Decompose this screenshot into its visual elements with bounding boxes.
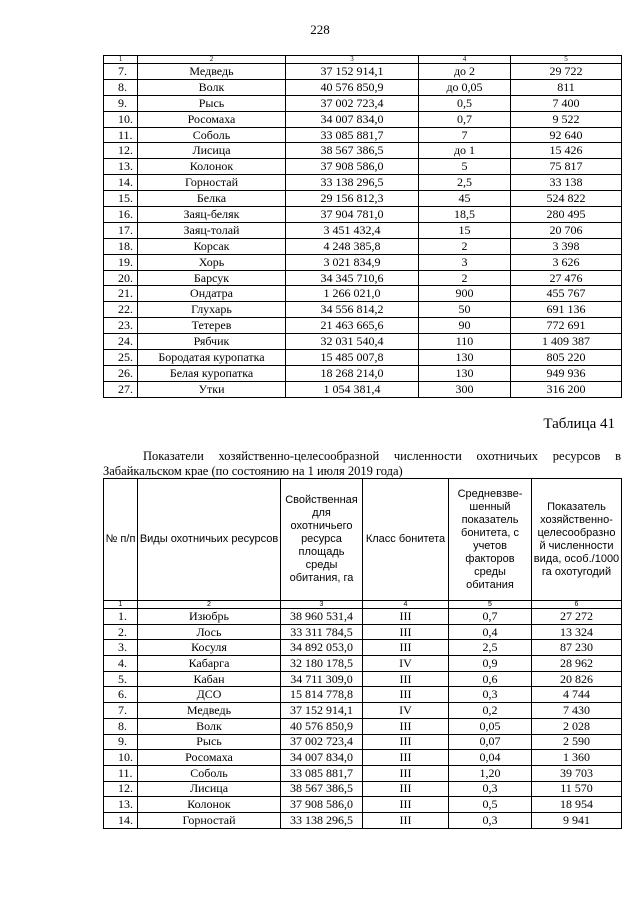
- cell-class: III: [363, 687, 449, 703]
- cell-area: 34 345 710,6: [286, 270, 419, 286]
- table-row: [104, 191, 622, 207]
- cell-species: Лисица: [138, 781, 281, 797]
- continuation-table-body: [104, 56, 622, 398]
- table-row: [104, 64, 622, 80]
- cell-area: 33 311 784,5: [281, 624, 363, 640]
- cell-no: 10.: [104, 750, 138, 766]
- cell-species: Заяц-толай: [138, 222, 286, 238]
- cell-species: Колонок: [138, 159, 286, 175]
- cell-area: 37 002 723,4: [281, 734, 363, 750]
- cell-no: 20.: [104, 270, 138, 286]
- cell-indicator: 7 430: [532, 703, 622, 719]
- cell-avg: 1,20: [449, 765, 532, 781]
- cell-area: 3 021 834,9: [286, 254, 419, 270]
- cell-density: 3: [419, 254, 511, 270]
- cell-avg: 0,3: [449, 687, 532, 703]
- cell-species: Медведь: [138, 703, 281, 719]
- table-row: [104, 640, 622, 656]
- cell-count: 949 936: [511, 365, 622, 381]
- table-row: [104, 111, 622, 127]
- cell-density: 2,5: [419, 175, 511, 191]
- cell-no: 11.: [104, 127, 138, 143]
- column-number: 4: [419, 56, 511, 64]
- header-row: [104, 479, 622, 601]
- table-row: [104, 238, 622, 254]
- cell-area: 34 711 309,0: [281, 671, 363, 687]
- table-row: [104, 812, 622, 828]
- column-number: 3: [281, 601, 363, 609]
- cell-count: 280 495: [511, 207, 622, 223]
- cell-class: III: [363, 750, 449, 766]
- cell-count: 316 200: [511, 381, 622, 397]
- cell-area: 21 463 665,6: [286, 318, 419, 334]
- cell-species: Росомаха: [138, 111, 286, 127]
- cell-indicator: 28 962: [532, 656, 622, 672]
- table-row: [104, 671, 622, 687]
- table-row: [104, 703, 622, 719]
- cell-indicator: 2 028: [532, 718, 622, 734]
- header-no: № п/п: [104, 479, 138, 601]
- cell-avg: 2,5: [449, 640, 532, 656]
- cell-area: 15 485 007,8: [286, 350, 419, 366]
- table-row: [104, 781, 622, 797]
- column-number: 6: [532, 601, 622, 609]
- cell-no: 7.: [104, 64, 138, 80]
- cell-area: 34 007 834,0: [281, 750, 363, 766]
- cell-area: 40 576 850,9: [281, 718, 363, 734]
- cell-no: 6.: [104, 687, 138, 703]
- cell-area: 1 054 381,4: [286, 381, 419, 397]
- cell-count: 9 522: [511, 111, 622, 127]
- cell-species: Горностай: [138, 175, 286, 191]
- cell-no: 9.: [104, 95, 138, 111]
- cell-no: 4.: [104, 656, 138, 672]
- cell-density: 2: [419, 238, 511, 254]
- cell-area: 15 814 778,8: [281, 687, 363, 703]
- column-number-row: [104, 56, 622, 64]
- cell-count: 3 398: [511, 238, 622, 254]
- table-row: [104, 159, 622, 175]
- table-row: [104, 765, 622, 781]
- table-row: [104, 254, 622, 270]
- table-row: [104, 143, 622, 159]
- cell-area: 33 085 881,7: [286, 127, 419, 143]
- cell-count: 33 138: [511, 175, 622, 191]
- cell-species: Волк: [138, 79, 286, 95]
- cell-class: III: [363, 640, 449, 656]
- cell-count: 3 626: [511, 254, 622, 270]
- cell-no: 22.: [104, 302, 138, 318]
- cell-density: 2: [419, 270, 511, 286]
- cell-indicator: 2 590: [532, 734, 622, 750]
- cell-area: 1 266 021,0: [286, 286, 419, 302]
- table-row: [104, 270, 622, 286]
- cell-area: 32 031 540,4: [286, 334, 419, 350]
- cell-count: 805 220: [511, 350, 622, 366]
- table-row: [104, 381, 622, 397]
- table-row: [104, 656, 622, 672]
- cell-density: 130: [419, 350, 511, 366]
- cell-count: 524 822: [511, 191, 622, 207]
- cell-class: III: [363, 765, 449, 781]
- cell-species: Росомаха: [138, 750, 281, 766]
- cell-class: III: [363, 609, 449, 625]
- continuation-table: [103, 55, 622, 398]
- cell-density: 45: [419, 191, 511, 207]
- cell-avg: 0,5: [449, 797, 532, 813]
- cell-no: 14.: [104, 812, 138, 828]
- cell-species: Барсук: [138, 270, 286, 286]
- cell-area: 37 908 586,0: [286, 159, 419, 175]
- cell-area: 37 002 723,4: [286, 95, 419, 111]
- cell-avg: 0,9: [449, 656, 532, 672]
- table-row: [104, 365, 622, 381]
- cell-species: Соболь: [138, 127, 286, 143]
- cell-species: Соболь: [138, 765, 281, 781]
- cell-species: Горностай: [138, 812, 281, 828]
- column-number: 1: [104, 601, 138, 609]
- cell-avg: 0,6: [449, 671, 532, 687]
- cell-density: 7: [419, 127, 511, 143]
- cell-species: Рябчик: [138, 334, 286, 350]
- cell-density: 5: [419, 159, 511, 175]
- cell-species: Кабарга: [138, 656, 281, 672]
- cell-species: Лисица: [138, 143, 286, 159]
- table-row: [104, 286, 622, 302]
- table-title-line-2: Забайкальском крае (по состоянию на 1 июля 2019 года): [103, 464, 403, 478]
- table-41-header: [104, 479, 622, 609]
- cell-area: 29 156 812,3: [286, 191, 419, 207]
- table-row: [104, 718, 622, 734]
- cell-count: 20 706: [511, 222, 622, 238]
- cell-indicator: 18 954: [532, 797, 622, 813]
- cell-area: 4 248 385,8: [286, 238, 419, 254]
- cell-species: Корсак: [138, 238, 286, 254]
- cell-avg: 0,2: [449, 703, 532, 719]
- cell-area: 33 138 296,5: [286, 175, 419, 191]
- cell-indicator: 4 744: [532, 687, 622, 703]
- cell-area: 37 904 781,0: [286, 207, 419, 223]
- column-number: 5: [449, 601, 532, 609]
- table-title: [103, 449, 621, 479]
- cell-no: 12.: [104, 143, 138, 159]
- table-row: [104, 624, 622, 640]
- cell-no: 12.: [104, 781, 138, 797]
- cell-species: Ондатра: [138, 286, 286, 302]
- table-row: [104, 127, 622, 143]
- cell-indicator: 39 703: [532, 765, 622, 781]
- cell-species: Белая куропатка: [138, 365, 286, 381]
- cell-class: III: [363, 671, 449, 687]
- cell-indicator: 27 272: [532, 609, 622, 625]
- cell-density: 900: [419, 286, 511, 302]
- table-row: [104, 687, 622, 703]
- cell-count: 15 426: [511, 143, 622, 159]
- cell-species: Утки: [138, 381, 286, 397]
- cell-species: Медведь: [138, 64, 286, 80]
- cell-indicator: 9 941: [532, 812, 622, 828]
- cell-species: Бородатая куропатка: [138, 350, 286, 366]
- cell-no: 9.: [104, 734, 138, 750]
- table-title-line-1: Показатели хозяйственно-целесообразной численности охотничьих ресурсов в: [143, 449, 621, 463]
- cell-no: 8.: [104, 718, 138, 734]
- cell-no: 21.: [104, 286, 138, 302]
- cell-no: 25.: [104, 350, 138, 366]
- cell-density: до 2: [419, 64, 511, 80]
- header-indicator: Показатель хозяйственно- целесообразно й численности вида, особ./1000 га охотугодий: [532, 479, 622, 601]
- cell-indicator: 13 324: [532, 624, 622, 640]
- cell-avg: 0,3: [449, 812, 532, 828]
- column-number: 4: [363, 601, 449, 609]
- cell-class: III: [363, 797, 449, 813]
- cell-no: 3.: [104, 640, 138, 656]
- cell-species: ДСО: [138, 687, 281, 703]
- cell-no: 24.: [104, 334, 138, 350]
- table-41-body: [104, 609, 622, 829]
- cell-indicator: 87 230: [532, 640, 622, 656]
- header-species: Виды охотничьих ресурсов: [138, 479, 281, 601]
- cell-avg: 0,04: [449, 750, 532, 766]
- cell-avg: 0,7: [449, 609, 532, 625]
- cell-count: 27 476: [511, 270, 622, 286]
- cell-no: 1.: [104, 609, 138, 625]
- cell-indicator: 1 360: [532, 750, 622, 766]
- cell-count: 691 136: [511, 302, 622, 318]
- cell-no: 23.: [104, 318, 138, 334]
- cell-no: 17.: [104, 222, 138, 238]
- page-number: 228: [310, 22, 330, 37]
- column-number: 2: [138, 601, 281, 609]
- cell-count: 811: [511, 79, 622, 95]
- cell-no: 26.: [104, 365, 138, 381]
- cell-count: 455 767: [511, 286, 622, 302]
- header-bonitet-class: Класс бонитета: [363, 479, 449, 601]
- cell-area: 34 892 053,0: [281, 640, 363, 656]
- cell-density: 110: [419, 334, 511, 350]
- column-number: 5: [511, 56, 622, 64]
- cell-no: 8.: [104, 79, 138, 95]
- cell-no: 19.: [104, 254, 138, 270]
- cell-no: 5.: [104, 671, 138, 687]
- cell-no: 10.: [104, 111, 138, 127]
- table-caption: Таблица 41: [543, 416, 615, 432]
- cell-avg: 0,4: [449, 624, 532, 640]
- cell-species: Косуля: [138, 640, 281, 656]
- cell-no: 16.: [104, 207, 138, 223]
- cell-no: 11.: [104, 765, 138, 781]
- cell-count: 92 640: [511, 127, 622, 143]
- column-number-row: [104, 601, 622, 609]
- cell-area: 3 451 432,4: [286, 222, 419, 238]
- table-row: [104, 797, 622, 813]
- table-row: [104, 207, 622, 223]
- cell-density: до 1: [419, 143, 511, 159]
- cell-count: 29 722: [511, 64, 622, 80]
- cell-no: 13.: [104, 797, 138, 813]
- cell-count: 75 817: [511, 159, 622, 175]
- cell-density: 0,5: [419, 95, 511, 111]
- cell-area: 38 567 386,5: [286, 143, 419, 159]
- cell-density: 90: [419, 318, 511, 334]
- cell-class: III: [363, 781, 449, 797]
- table-row: [104, 318, 622, 334]
- cell-no: 2.: [104, 624, 138, 640]
- cell-density: 300: [419, 381, 511, 397]
- cell-indicator: 20 826: [532, 671, 622, 687]
- cell-count: 1 409 387: [511, 334, 622, 350]
- cell-species: Хорь: [138, 254, 286, 270]
- cell-density: 130: [419, 365, 511, 381]
- cell-area: 37 152 914,1: [281, 703, 363, 719]
- cell-density: 50: [419, 302, 511, 318]
- cell-no: 7.: [104, 703, 138, 719]
- cell-species: Изюбрь: [138, 609, 281, 625]
- column-number: 1: [104, 56, 138, 64]
- cell-species: Белка: [138, 191, 286, 207]
- cell-density: до 0,05: [419, 79, 511, 95]
- cell-area: 32 180 178,5: [281, 656, 363, 672]
- cell-no: 27.: [104, 381, 138, 397]
- table-row: [104, 302, 622, 318]
- cell-area: 40 576 850,9: [286, 79, 419, 95]
- table-row: [104, 222, 622, 238]
- header-area: Свойственная для охотничьего ресурса площадь среды обитания, га: [281, 479, 363, 601]
- cell-class: III: [363, 718, 449, 734]
- cell-area: 18 268 214,0: [286, 365, 419, 381]
- cell-species: Колонок: [138, 797, 281, 813]
- cell-species: Лось: [138, 624, 281, 640]
- table-row: [104, 95, 622, 111]
- table-41: [103, 478, 622, 829]
- cell-density: 0,7: [419, 111, 511, 127]
- cell-species: Заяц-беляк: [138, 207, 286, 223]
- cell-species: Глухарь: [138, 302, 286, 318]
- table-row: [104, 350, 622, 366]
- cell-no: 15.: [104, 191, 138, 207]
- cell-class: III: [363, 812, 449, 828]
- cell-count: 772 691: [511, 318, 622, 334]
- cell-density: 18,5: [419, 207, 511, 223]
- table-row: [104, 334, 622, 350]
- cell-area: 34 556 814,2: [286, 302, 419, 318]
- table-row: [104, 79, 622, 95]
- cell-class: III: [363, 734, 449, 750]
- cell-class: III: [363, 624, 449, 640]
- cell-avg: 0,07: [449, 734, 532, 750]
- cell-species: Рысь: [138, 95, 286, 111]
- column-number: 3: [286, 56, 419, 64]
- cell-no: 18.: [104, 238, 138, 254]
- table-row: [104, 175, 622, 191]
- header-avg-bonitet: Средневзве- шенный показатель бонитета, с учетов факторов среды обитания: [449, 479, 532, 601]
- cell-class: IV: [363, 656, 449, 672]
- cell-area: 34 007 834,0: [286, 111, 419, 127]
- cell-species: Волк: [138, 718, 281, 734]
- cell-count: 7 400: [511, 95, 622, 111]
- cell-species: Тетерев: [138, 318, 286, 334]
- cell-area: 38 960 531,4: [281, 609, 363, 625]
- cell-area: 37 908 586,0: [281, 797, 363, 813]
- cell-avg: 0,05: [449, 718, 532, 734]
- table-row: [104, 609, 622, 625]
- cell-species: Рысь: [138, 734, 281, 750]
- cell-species: Кабан: [138, 671, 281, 687]
- cell-area: 38 567 386,5: [281, 781, 363, 797]
- cell-area: 37 152 914,1: [286, 64, 419, 80]
- cell-class: IV: [363, 703, 449, 719]
- column-number: 2: [138, 56, 286, 64]
- table-row: [104, 750, 622, 766]
- table-row: [104, 734, 622, 750]
- cell-area: 33 085 881,7: [281, 765, 363, 781]
- cell-no: 14.: [104, 175, 138, 191]
- cell-avg: 0,3: [449, 781, 532, 797]
- cell-area: 33 138 296,5: [281, 812, 363, 828]
- cell-density: 15: [419, 222, 511, 238]
- cell-indicator: 11 570: [532, 781, 622, 797]
- cell-no: 13.: [104, 159, 138, 175]
